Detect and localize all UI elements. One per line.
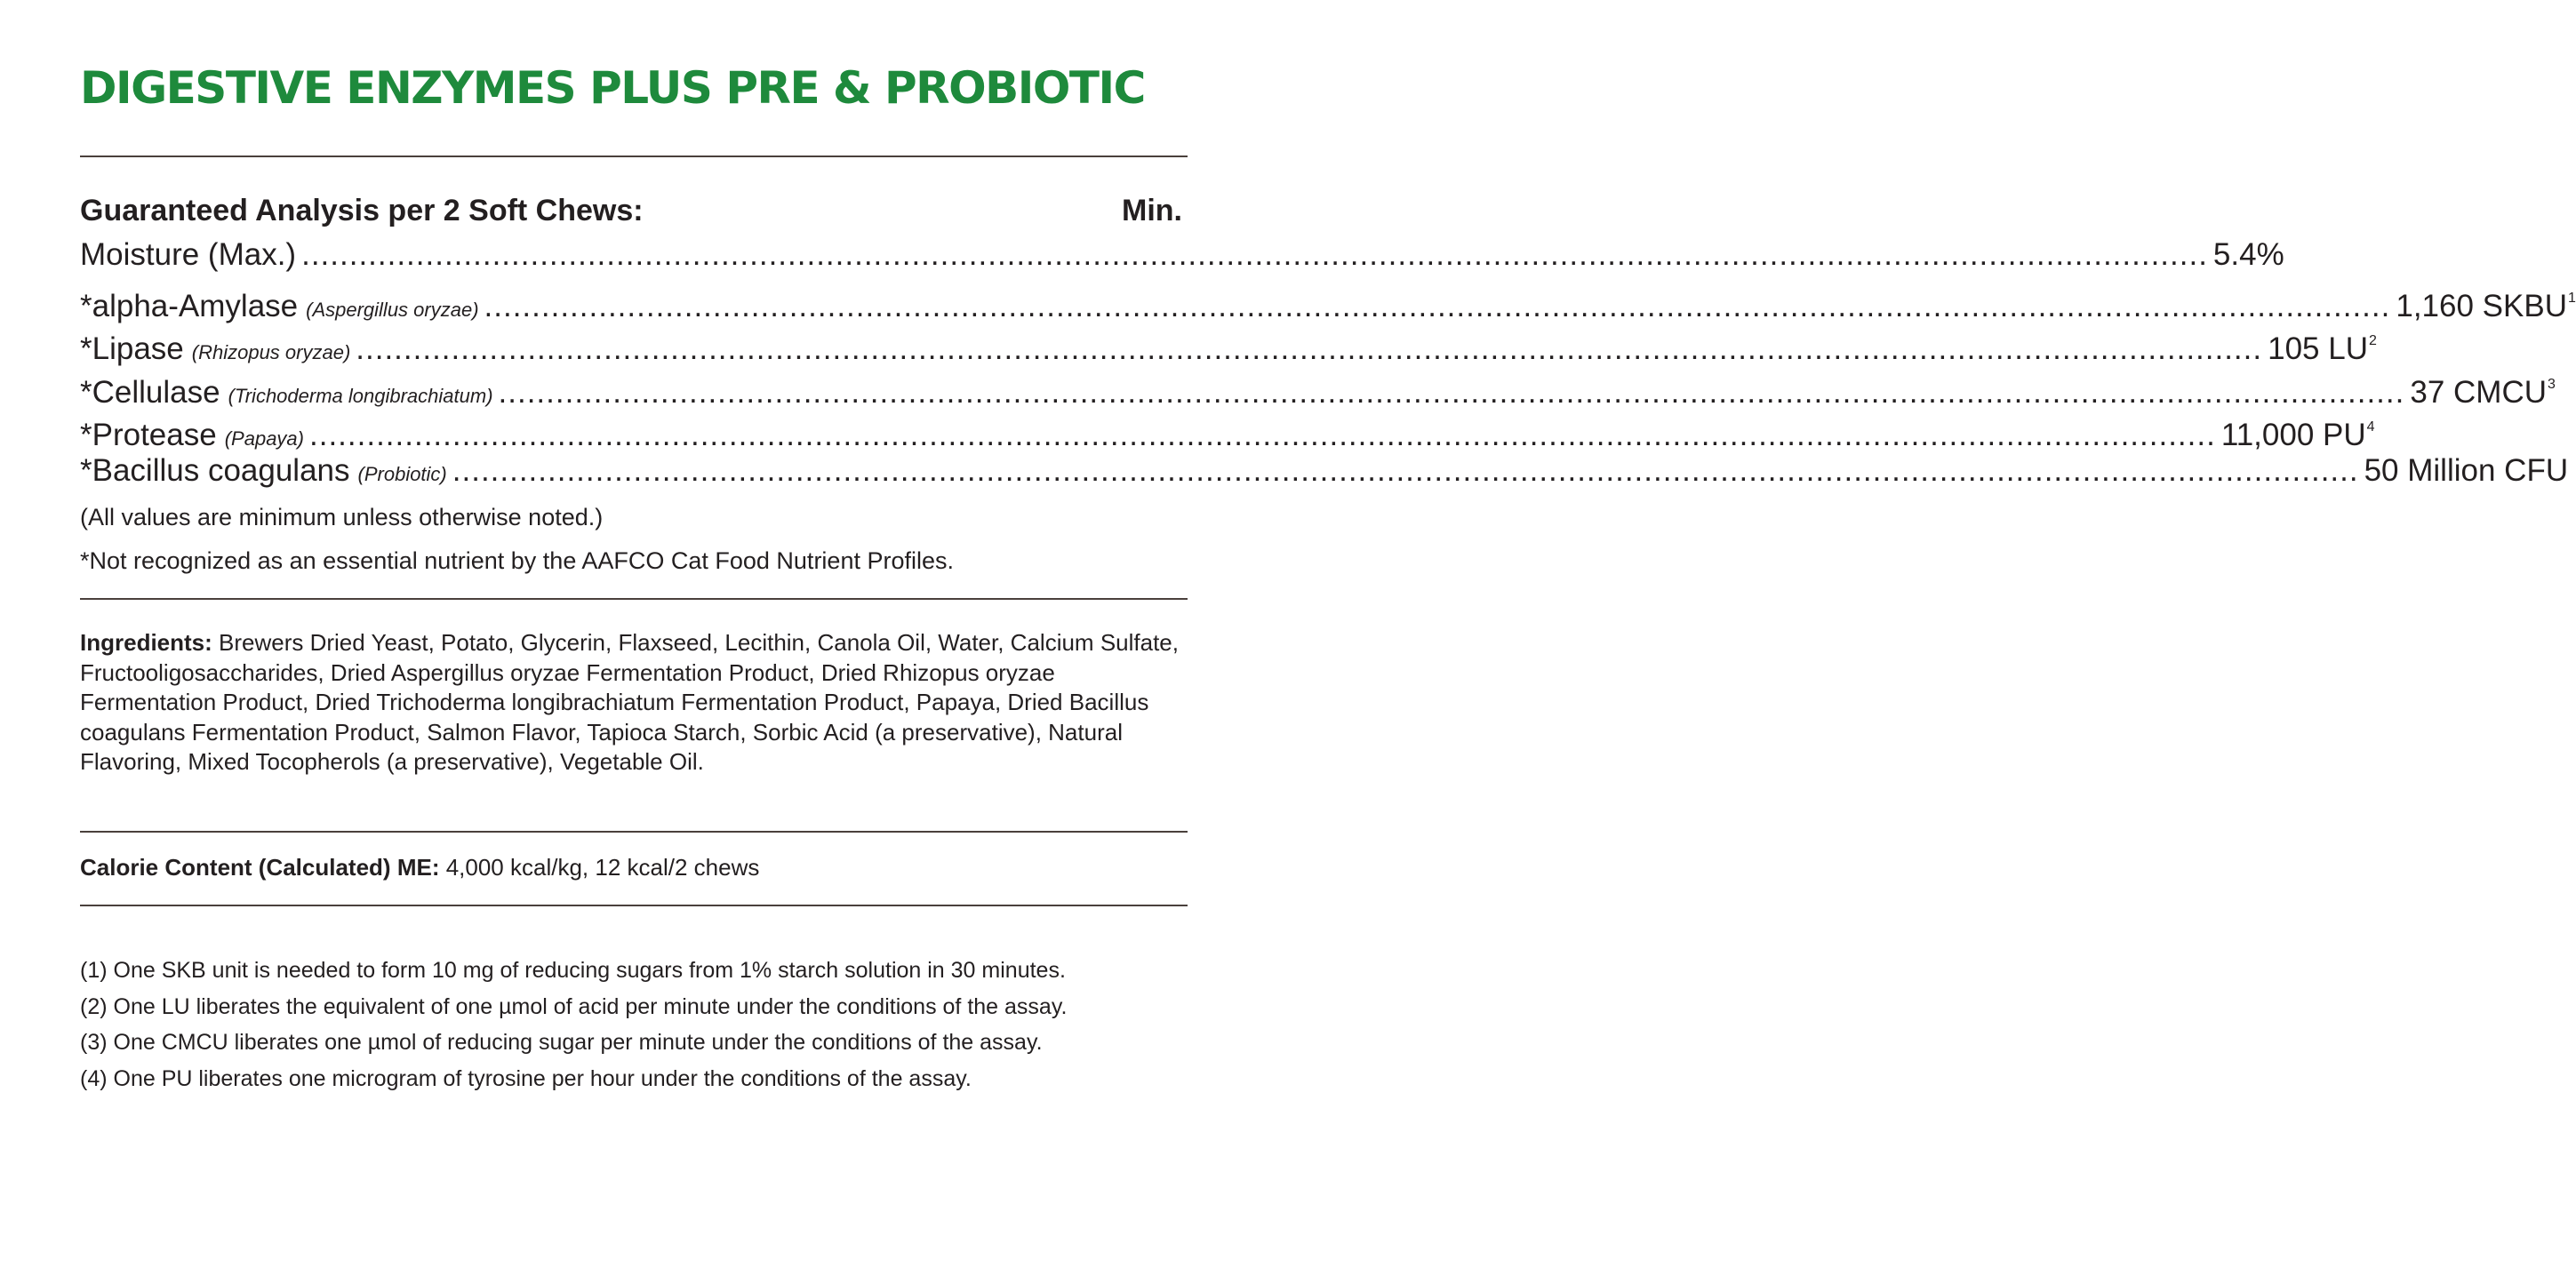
ingredients-text: Brewers Dried Yeast, Potato, Glycerin, Flaxseed, Lecithin, Canola Oil, Water, Calcium Sulfate, Fructooligosaccharides, Dried Aspergillus oryzae Fermentation Product, Dried Rhizopus oryzae Fermentation Product, Dried Trichoderma longibrachiatum Fermentation Product, Papaya, Dried Bacillus coagulans Fermentation Product, Salmon Flavor, Tapioca Starch, Sorbic Acid (a preservative), Natural Flavoring, Mixed Tocopherols (a preservative), Vegetable Oil. — [80, 629, 1179, 775]
divider — [80, 156, 1188, 157]
nutrient-source: (Aspergillus oryzae) — [306, 298, 479, 321]
footnote-ref: 1 — [2567, 290, 2576, 306]
divider — [80, 598, 1188, 600]
dot-leader: ........................................................................................................................................................................................................ — [498, 374, 2405, 410]
divider — [80, 905, 1188, 906]
analysis-row-moisture — [80, 234, 2284, 277]
dot-leader: ........................................................................................................................................................................................................ — [301, 237, 2208, 272]
nutrient-name: *Bacillus coagulans — [80, 452, 350, 488]
nutrient-value: 105 $LU^2$ — [2268, 331, 2377, 366]
nutrient-value: 1,160 SKBU$^1$ — [2396, 288, 2576, 323]
footnote-2: (2) One LU liberates the equivalent of one µmol of acid per minute under the conditions of the assay. — [80, 993, 1068, 1019]
nutrient-name: Moisture (Max.) — [80, 237, 297, 272]
nutrient-source: (Trichoderma longibrachiatum) — [228, 384, 493, 407]
footnote-ref: 4 — [2366, 419, 2375, 435]
dot-leader: ........................................................................................................................................................................................................ — [356, 331, 2263, 366]
page-title: DIGESTIVE ENZYMES PLUS PRE & PROBIOTIC — [80, 62, 1145, 114]
analysis-row-amylase — [80, 277, 2576, 323]
footnotes — [80, 953, 1200, 1097]
nutrient-source: (Papaya) — [224, 427, 304, 450]
nutrient-name: *Cellulase — [80, 374, 220, 410]
footnote-ref: 3 — [2548, 376, 2556, 392]
dot-leader: ........................................................................................................................................................................................................ — [484, 288, 2391, 323]
nutrient-value: 11,000 $PU^4$ — [2220, 418, 2375, 452]
footnote-4: (4) One PU liberates one microgram of tyrosine per hour under the conditions of the assay. — [80, 1065, 972, 1091]
divider — [80, 831, 1188, 833]
calorie-text: 4,000 kcal/kg, 12 kcal/2 chews — [439, 854, 760, 881]
minimum-values-note: (All values are minimum unless otherwise noted.) — [80, 504, 604, 530]
calorie-label: Calorie Content (Calculated) ME: — [80, 854, 440, 881]
calorie-content — [80, 852, 759, 882]
footnote-ref: 2 — [2368, 333, 2377, 348]
ingredients-label: Ingredients: — [80, 629, 212, 656]
footnote-1: (1) One SKB unit is needed to form 10 mg of reducing sugars from 1% starch solution in 30 minutes. — [80, 958, 1066, 983]
nutrient-name: *alpha-Amylase — [80, 288, 299, 323]
ingredients-paragraph — [80, 628, 1188, 778]
analysis-row-bacillus — [80, 450, 2569, 493]
dot-leader: ........................................................................................................................................................................................................ — [452, 452, 2359, 488]
nutrient-value: 50 Million CFU — [2364, 452, 2569, 488]
aafco-note: *Not recognized as an essential nutrient by the AAFCO Cat Food Nutrient Profiles. — [80, 547, 954, 574]
nutrient-source: (Probiotic) — [357, 462, 447, 485]
nutrient-source: (Rhizopus oryzae) — [191, 341, 351, 363]
footnote-3: (3) One CMCU liberates one µmol of reducing sugar per minute under the conditions of the assay. — [80, 1030, 1043, 1055]
guaranteed-analysis-table — [80, 234, 2576, 492]
dot-leader: ........................................................................................................................................................................................................ — [309, 418, 2216, 452]
nutrient-name: *Protease — [80, 418, 217, 452]
nutrient-value: 37 CMCU$^3$ — [2410, 374, 2556, 410]
min-label: Min. — [1122, 194, 1182, 227]
guaranteed-analysis-heading: Guaranteed Analysis per 2 Soft Chews: — [80, 194, 644, 227]
nutrient-name: *Lipase — [80, 331, 184, 366]
guaranteed-analysis-header — [80, 191, 1182, 230]
nutrient-value: 5.4% — [2212, 237, 2284, 272]
